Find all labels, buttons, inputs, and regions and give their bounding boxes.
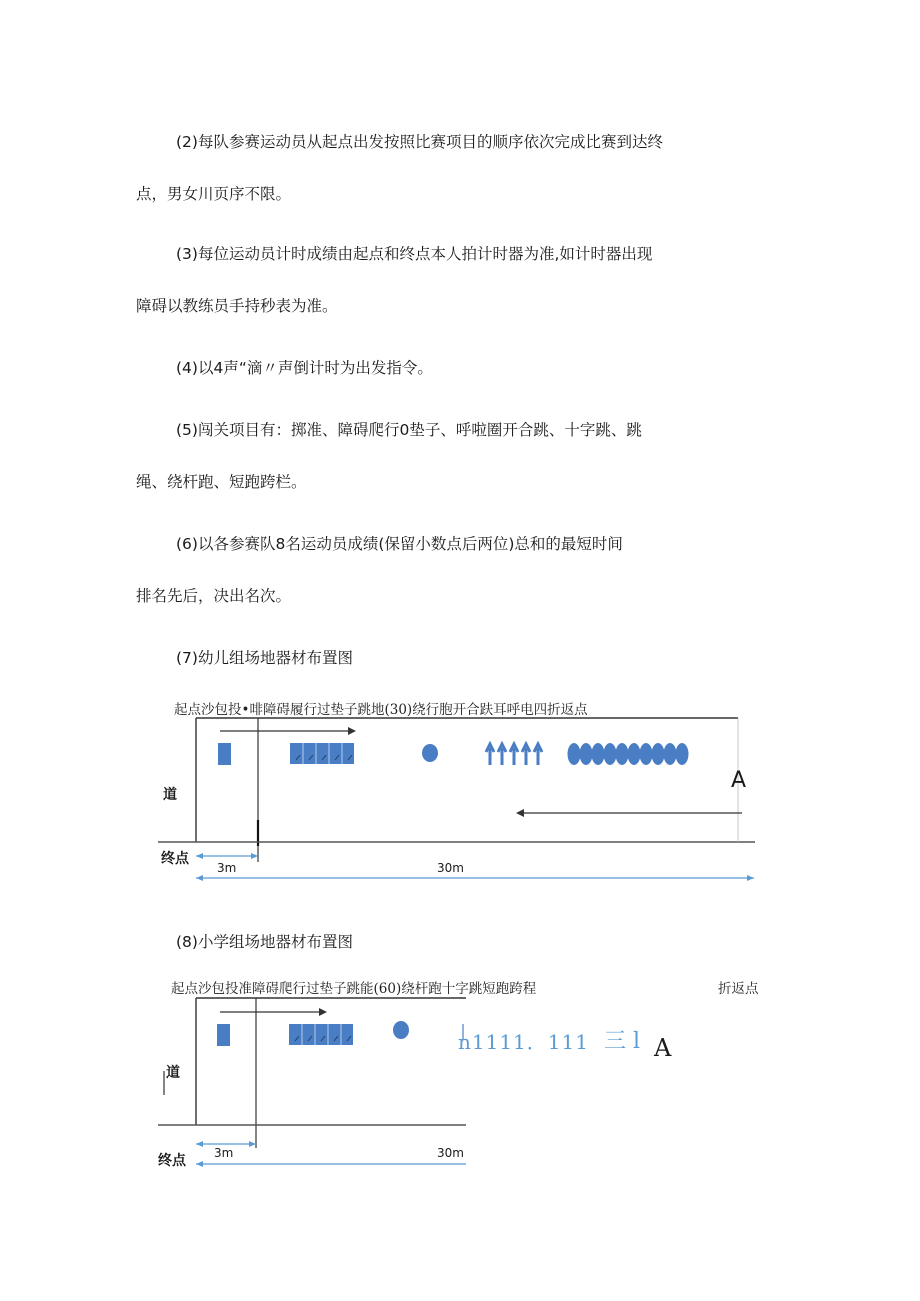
diagram-1-turn-marker: A bbox=[731, 768, 747, 793]
diagram-2-lane-label: 道 bbox=[166, 1065, 180, 1081]
diagram-1-caption: 起点沙包投•啡障碍履行过垫子跳地(30)绕行胞开合趺耳呼电四折返点 bbox=[174, 702, 588, 718]
diagram-1-dist-short: 3m bbox=[217, 861, 237, 875]
paragraph-3-line-1: (3)每位运动员计时成绩由起点和终点本人拍计时器为准,如计时器出现 bbox=[176, 245, 653, 263]
slalom-poles bbox=[568, 743, 689, 765]
paragraph-3-line-2: 障碍以教练员手持秒表为准。 bbox=[136, 297, 338, 315]
diagram-2-finish-label: 终点 bbox=[158, 1153, 186, 1169]
paragraph-5-line-1: (5)闯关项目有：掷准、障碍爬行0垫子、呼啦圈开合跳、十字跳、跳 bbox=[176, 421, 642, 439]
diagram-2-caption: 起点沙包投准障碍爬行过垫子跳能(60)绕杆跑十字跳短跑跨程 bbox=[171, 981, 537, 997]
return-arrowhead bbox=[516, 809, 524, 817]
diagram-2-garbled-text-2: 三 l bbox=[604, 1029, 641, 1054]
diagram-2-dist-long: 30m bbox=[437, 1146, 464, 1160]
jump-markers bbox=[486, 744, 542, 765]
diagram-2-dist-short: 3m bbox=[214, 1146, 234, 1160]
paragraph-7-heading: (7)幼儿组场地器材布置图 bbox=[176, 649, 353, 667]
sandbag-target bbox=[218, 743, 231, 765]
hula-hoop bbox=[422, 744, 438, 762]
d2-hula-hoop bbox=[393, 1021, 409, 1039]
diagram-2-turn-label: 折返点 bbox=[718, 981, 759, 997]
diagram-2-garbled-text: n1111．111 bbox=[458, 1030, 589, 1054]
d2-crawl-mats bbox=[289, 1024, 353, 1045]
outbound-arrowhead bbox=[348, 727, 356, 735]
diagram-1-finish-label: 终点 bbox=[161, 851, 189, 867]
diagram-1-lane-label: 道 bbox=[163, 787, 177, 803]
paragraph-5-line-2: 绳、绕杆跑、短跑跨栏。 bbox=[136, 473, 307, 491]
paragraph-6-line-2: 排名先后，决出名次。 bbox=[136, 587, 292, 605]
crawl-mats bbox=[290, 743, 354, 764]
d2-sandbag-target bbox=[217, 1024, 230, 1046]
paragraph-8-heading: (8)小学组场地器材布置图 bbox=[176, 933, 353, 951]
paragraph-2-line-2: 点，男女川页序不限。 bbox=[136, 185, 292, 203]
diagram-2-turn-marker: A bbox=[654, 1034, 672, 1062]
diagram-1-dist-long: 30m bbox=[437, 861, 464, 875]
paragraph-4: (4)以4声“滴〃声倒计时为出发指令。 bbox=[176, 359, 433, 377]
paragraph-6-line-1: (6)以各参赛队8名运动员成绩(保留小数点后两位)总和的最短时间 bbox=[176, 535, 623, 553]
paragraph-2-line-1: (2)每队参赛运动员从起点出发按照比赛项目的顺序依次完成比赛到达终 bbox=[176, 133, 663, 151]
